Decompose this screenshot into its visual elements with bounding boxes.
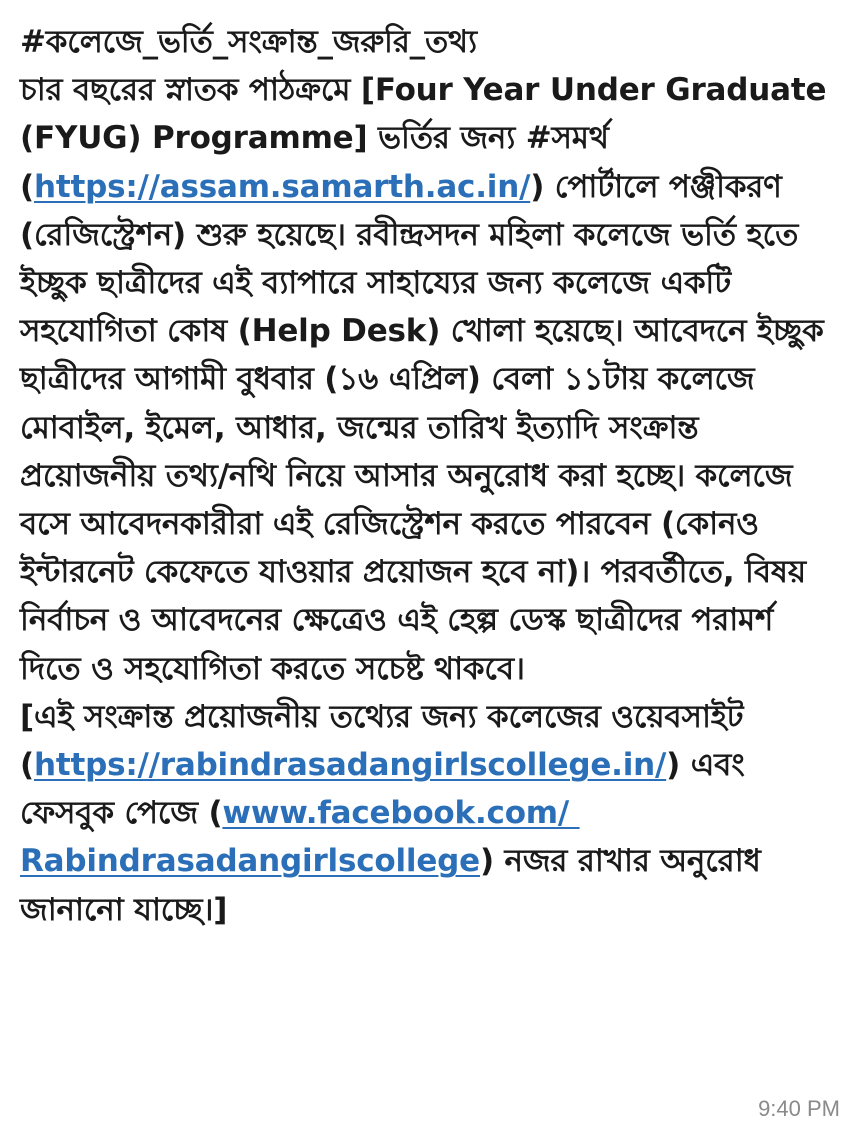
samarth-portal-link[interactable]: https://assam.samarth.ac.in/ [33,168,531,205]
paragraph-two-middle: ) এবং ফেসবুক পেজে ( [20,747,756,832]
message-body [20,18,837,934]
facebook-page-link[interactable]: www.facebook.com/ Rabindrasadangirlscollege [20,795,580,880]
message-timestamp: 9:40 PM [758,1096,840,1121]
paragraph-two-intro: [এই সংক্রান্ত প্রয়োজনীয় তথ্যের জন্য কলেজের ওয়েবসাইট ( [20,698,754,784]
paragraph-one-intro: চার বছরের স্নাতক পাঠক্রমে [Four Year Under Graduate (FYUG) Programme] ভর্তির জন্য #সমর্থ ( [20,72,837,205]
paragraph-one-body: ) পোর্টালে পঞ্জীকরণ (রেজিস্ট্রেশন) শুরু হয়েছে। রবীন্দ্রসদন মহিলা কলেজে ভর্তি হতে ইচ্ছুক ছাত্রীদের এই ব্যাপারে সাহায্যের জন্য কলেজে একটি সহযোগিতা কোষ (Help Desk) খোলা হয়েছে। আবেদনে ইচ্ছুক ছাত্রীদের আগামী বুধবার (১৬ এপ্রিল) বেলা ১১টায় কলেজে মোবাইল, ইমেল, আধার, জন্মের তারিখ ইত্যাদি সংক্রান্ত প্রয়োজনীয় তথ্য/নথি নিয়ে আসার অনুরোধ করা হচ্ছে। কলেজে বসে আবেদনকারীরা এই রেজিস্ট্রেশন করতে পারবেন (কোনও ইন্টারনেট কেফেতে যাওয়ার প্রয়োজন হবে না)। পরবর্তীতে, বিষয় নির্বাচন ও আবেদনের ক্ষেত্রেও এই হেল্প ডেস্ক ছাত্রীদের পরামর্শ দিতে ও সহযোগিতা করতে সচেষ্ট থাকবে। [20,168,835,687]
college-website-link[interactable]: https://rabindrasadangirlscollege.in/ [33,747,667,784]
hashtag-title[interactable]: #কলেজে_ভর্তি_সংক্রান্ত_জরুরি_তথ্য [20,24,477,60]
paragraph-two-closing: ) নজর রাখার অনুরোধ জানানো যাচ্ছে।] [20,843,772,928]
